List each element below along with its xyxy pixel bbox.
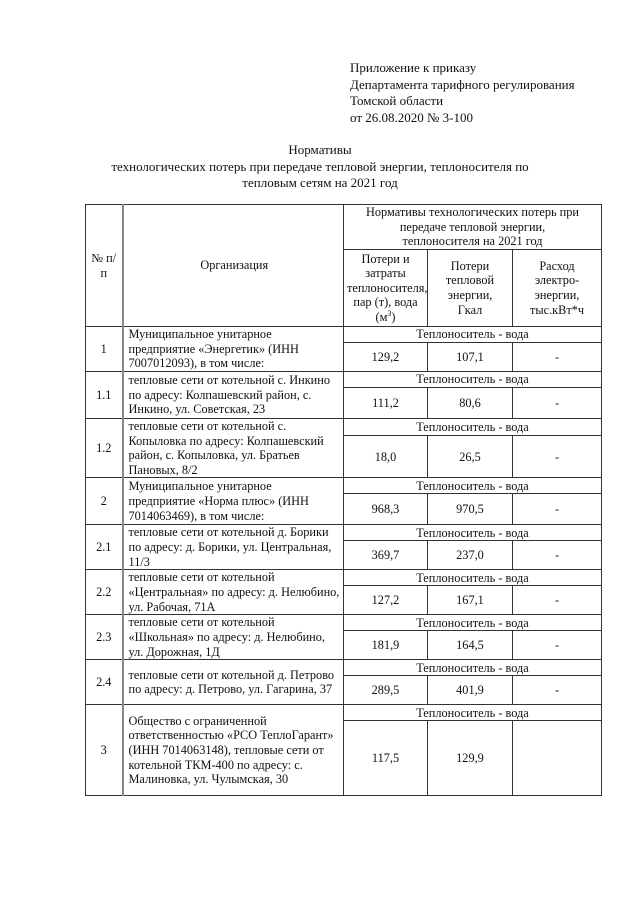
electricity-value: - [513, 586, 602, 615]
header-group: Нормативы технологических потерь при передаче тепловой энергии, теплоносителя на 2021 год [344, 205, 602, 250]
table-row [86, 660, 602, 676]
appendix-block [350, 60, 575, 126]
heat-loss-value: 107,1 [428, 343, 513, 372]
coolant-loss-value: 111,2 [344, 388, 428, 419]
row-number: 2.2 [86, 570, 123, 615]
carrier-cell: Теплоноситель - вода [344, 660, 602, 676]
row-number: 2.4 [86, 660, 123, 705]
header-num: № п/п [86, 205, 123, 327]
electricity-value: - [513, 541, 602, 570]
electricity-value: - [513, 494, 602, 525]
header-col1 [344, 250, 428, 327]
organization-cell: тепловые сети от котельной с. Инкино по адресу: Колпашевский район, с. Инкино, ул. Советская, 23 [123, 372, 344, 419]
organization-cell: Муниципальное унитарное предприятие «Норма плюс» (ИНН 7014063469), в том числе: [123, 478, 344, 525]
table-row [86, 419, 602, 436]
table-row [86, 615, 602, 631]
coolant-loss-value: 117,5 [344, 721, 428, 796]
coolant-loss-value: 18,0 [344, 436, 428, 478]
header-org: Организация [123, 205, 344, 327]
carrier-cell: Теплоноситель - вода [344, 570, 602, 586]
coolant-loss-value: 968,3 [344, 494, 428, 525]
row-number: 1.2 [86, 419, 123, 478]
norms-table [85, 204, 602, 796]
organization-cell: тепловые сети от котельной д. Петрово по адресу: д. Петрово, ул. Гагарина, 37 [123, 660, 344, 705]
electricity-value: - [513, 676, 602, 705]
header-col1-sup: 3 [387, 308, 392, 318]
heat-loss-value: 129,9 [428, 721, 513, 796]
organization-cell: тепловые сети от котельной «Центральная» по адресу: д. Нелюбино, ул. Рабочая, 71А [123, 570, 344, 615]
electricity-value: - [513, 436, 602, 478]
organization-cell: Муниципальное унитарное предприятие «Энергетик» (ИНН 7007012093), в том числе: [123, 327, 344, 372]
coolant-loss-value: 289,5 [344, 676, 428, 705]
carrier-cell: Теплоноситель - вода [344, 478, 602, 494]
header-col1-end: ) [391, 309, 396, 324]
table-row [86, 478, 602, 494]
coolant-loss-value: 129,2 [344, 343, 428, 372]
electricity-value: - [513, 631, 602, 660]
carrier-cell: Теплоноситель - вода [344, 327, 602, 343]
heat-loss-value: 164,5 [428, 631, 513, 660]
title-line: Нормативы [288, 142, 352, 157]
organization-cell: тепловые сети от котельной с. Копыловка по адресу: Колпашевский район, с. Копыловка, ул. Братьев Пановых, 8/2 [123, 419, 344, 478]
carrier-cell: Теплоноситель - вода [344, 705, 602, 721]
document-title [60, 142, 580, 192]
organization-cell: тепловые сети от котельной д. Борики по адресу: д. Борики, ул. Центральная, 11/3 [123, 525, 344, 570]
row-number: 1 [86, 327, 123, 372]
appendix-line: от 26.08.2020 № 3-100 [350, 109, 473, 125]
carrier-cell: Теплоноситель - вода [344, 419, 602, 436]
heat-loss-value: 80,6 [428, 388, 513, 419]
electricity-value: - [513, 343, 602, 372]
carrier-cell: Теплоноситель - вода [344, 525, 602, 541]
title-line: тепловым сетям на 2021 год [242, 175, 398, 191]
appendix-line: Департамента тарифного регулирования [350, 76, 575, 92]
electricity-value [513, 721, 602, 796]
carrier-cell: Теплоноситель - вода [344, 372, 602, 388]
table-row [86, 705, 602, 721]
appendix-line: Томской области [350, 93, 444, 109]
table-row [86, 570, 602, 586]
heat-loss-value: 401,9 [428, 676, 513, 705]
electricity-value: - [513, 388, 602, 419]
carrier-cell: Теплоноситель - вода [344, 615, 602, 631]
coolant-loss-value: 127,2 [344, 586, 428, 615]
appendix-line: Приложение к приказу [350, 60, 477, 75]
organization-cell: Общество с ограниченной ответственностью «РСО ТеплоГарант» (ИНН 7014063148), тепловые сети от котельной ТКМ-400 по адресу: с. Малиновка, ул. Чулымская, 30 [123, 705, 344, 796]
table-row [86, 372, 602, 388]
coolant-loss-value: 181,9 [344, 631, 428, 660]
organization-cell: тепловые сети от котельной «Школьная» по адресу: д. Нелюбино, ул. Дорожная, 1Д [123, 615, 344, 660]
coolant-loss-value: 369,7 [344, 541, 428, 570]
row-number: 1.1 [86, 372, 123, 419]
row-number: 2.3 [86, 615, 123, 660]
row-number: 2.1 [86, 525, 123, 570]
header-col2: Потери тепловой энергии, Гкал [428, 250, 513, 327]
row-number: 2 [86, 478, 123, 525]
title-line: технологических потерь при передаче тепловой энергии, теплоносителя по [111, 158, 529, 174]
heat-loss-value: 237,0 [428, 541, 513, 570]
header-col1-text: Потери и затраты теплоносителя, пар (т), вода (м [347, 251, 428, 324]
row-number: 3 [86, 705, 123, 796]
heat-loss-value: 26,5 [428, 436, 513, 478]
table-row [86, 525, 602, 541]
header-col3: Расход электро-энергии, тыс.кВт*ч [513, 250, 602, 327]
table-row [86, 327, 602, 343]
heat-loss-value: 970,5 [428, 494, 513, 525]
heat-loss-value: 167,1 [428, 586, 513, 615]
